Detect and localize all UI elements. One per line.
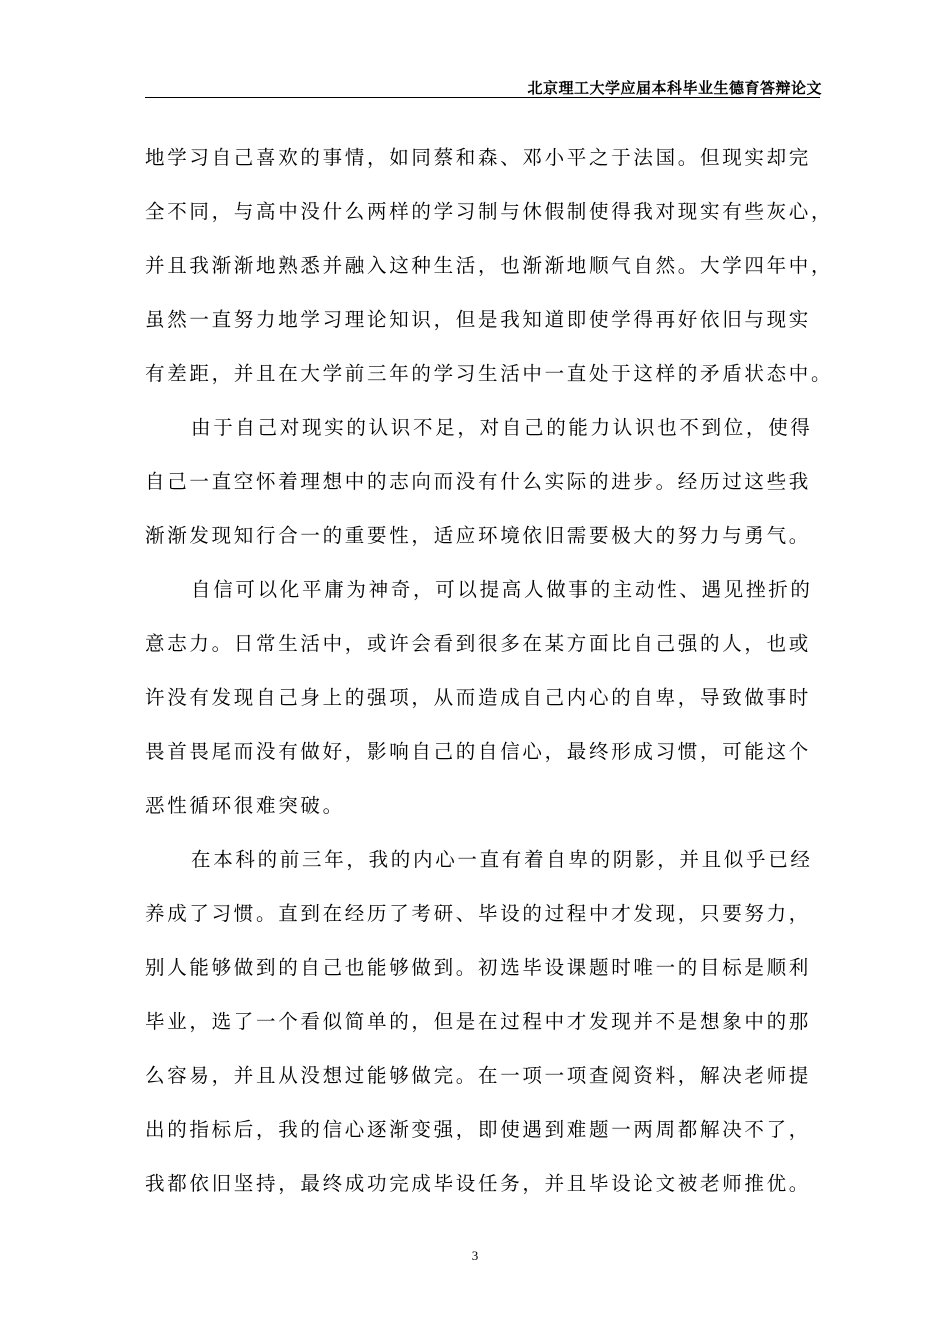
text-line: 并且我渐渐地熟悉并融入这种生活，也渐渐地顺气自然。大学四年中， (145, 254, 834, 277)
page-number: 3 (471, 1248, 479, 1263)
text-line: 出的指标后，我的信心逐渐变强，即使遇到难题一两周都解决不了， (145, 1118, 812, 1141)
text-line: 全不同，与高中没什么两样的学习制与休假制使得我对现实有些灰心， (145, 200, 834, 223)
text-line: 虽然一直努力地学习理论知识，但是我知道即使学得再好依旧与现实 (145, 308, 812, 331)
running-header: 北京理工大学应届本科毕业生德育答辩论文 (527, 79, 822, 97)
text-line: 恶性循环很难突破。 (145, 794, 345, 817)
text-line: 由于自己对现实的认识不足，对自己的能力认识也不到位，使得 (191, 416, 813, 439)
header-rule (145, 97, 820, 98)
text-line: 畏首畏尾而没有做好，影响自己的自信心，最终形成习惯，可能这个 (145, 740, 812, 763)
text-line: 自己一直空怀着理想中的志向而没有什么实际的进步。经历过这些我 (145, 470, 812, 493)
text-line: 在本科的前三年，我的内心一直有着自卑的阴影，并且似乎已经 (191, 848, 813, 871)
text-line: 我都依旧坚持，最终成功完成毕设任务，并且毕设论文被老师推优。 (145, 1172, 812, 1195)
text-line: 许没有发现自己身上的强项，从而造成自己内心的自卑，导致做事时 (145, 686, 812, 709)
text-line: 有差距，并且在大学前三年的学习生活中一直处于这样的矛盾状态中。 (145, 362, 834, 385)
text-line: 毕业，选了一个看似简单的，但是在过程中才发现并不是想象中的那 (145, 1010, 812, 1033)
text-line: 渐渐发现知行合一的重要性，适应环境依旧需要极大的努力与勇气。 (145, 524, 812, 547)
text-line: 养成了习惯。直到在经历了考研、毕设的过程中才发现，只要努力， (145, 902, 812, 925)
text-line: 地学习自己喜欢的事情，如同蔡和森、邓小平之于法国。但现实却完 (145, 146, 812, 169)
text-line: 么容易，并且从没想过能够做完。在一项一项查阅资料，解决老师提 (145, 1064, 812, 1087)
text-line: 自信可以化平庸为神奇，可以提高人做事的主动性、遇见挫折的 (191, 578, 813, 601)
text-line: 意志力。日常生活中，或许会看到很多在某方面比自己强的人，也或 (145, 632, 812, 655)
text-line: 别人能够做到的自己也能够做到。初选毕设课题时唯一的目标是顺利 (145, 956, 812, 979)
